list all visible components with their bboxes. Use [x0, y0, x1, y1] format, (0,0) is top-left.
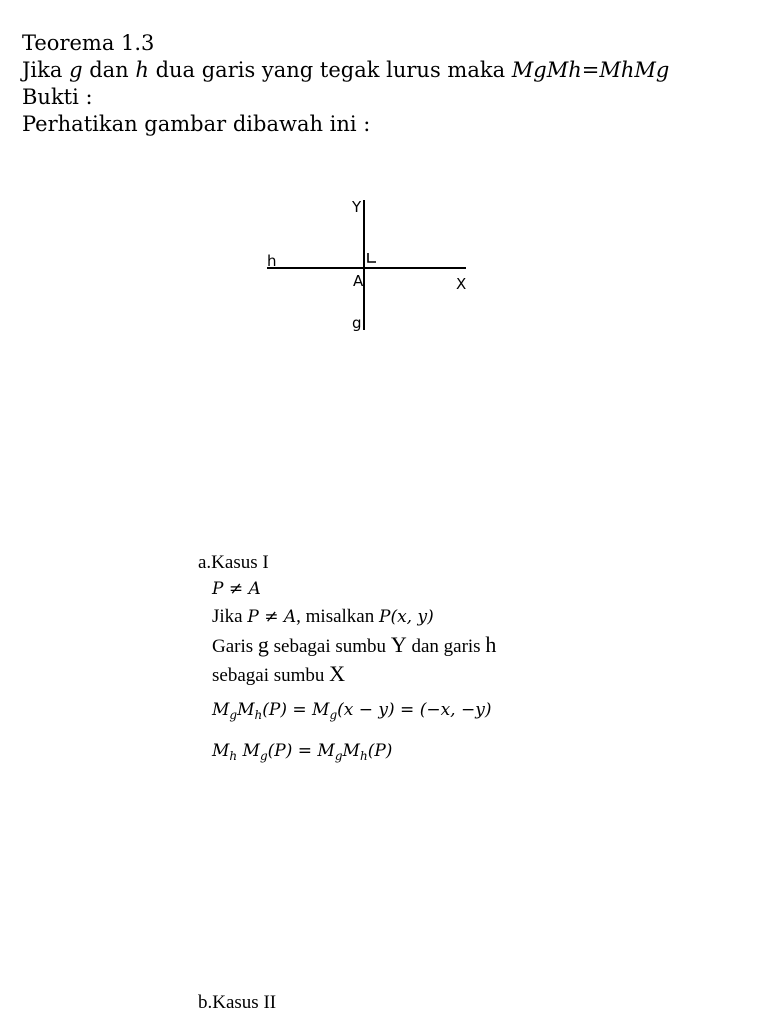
statement-mid1: dan: [82, 58, 136, 82]
eq1-part1: (P) =: [262, 700, 313, 720]
line1-math2: P(x, y): [379, 607, 434, 627]
eq1-sub3: g: [329, 708, 338, 722]
eq1-m3: M: [312, 700, 330, 720]
case-ii-section: [198, 989, 276, 1016]
eq1-m2: M: [237, 700, 255, 720]
line2-y: Y: [390, 632, 407, 657]
eq2-m4: M: [342, 741, 360, 761]
eq2-sub1: h: [229, 749, 238, 763]
line2-text-c: dan garis: [406, 636, 486, 657]
eq1-part2: (x − y) = (−x, −y): [337, 700, 492, 720]
statement-prefix: Jika: [22, 58, 70, 82]
eq2-part2: (P): [367, 741, 393, 761]
theorem-title: Teorema 1.3: [22, 31, 155, 55]
equation-1: [212, 697, 496, 724]
case-i-line1: [212, 603, 496, 631]
equation-2: [212, 738, 496, 765]
line1-prefix: Jika: [212, 606, 248, 627]
eq1-m1: M: [212, 700, 230, 720]
eq1-sub1: g: [229, 708, 238, 722]
case-ii-heading: b.Kasus II: [198, 992, 277, 1013]
theorem-statement: [22, 57, 669, 84]
diagram-label-g: g: [352, 314, 362, 332]
statement-formula: MgMh=MhMg: [511, 58, 670, 82]
var-g: g: [69, 58, 83, 82]
case-i-condition: P ≠ A: [212, 579, 261, 599]
case-i-line3: [212, 660, 496, 689]
diagram-label-a: A: [353, 272, 364, 290]
line3-text-a: sebagai sumbu: [212, 665, 330, 686]
eq1-sub2: h: [254, 708, 263, 722]
line2-g: g: [257, 632, 269, 657]
eq2-sub4: h: [359, 749, 368, 763]
diagram-label-h: h: [267, 252, 277, 270]
line1-mid: , misalkan: [296, 606, 379, 627]
diagram-label-x: X: [456, 275, 467, 293]
perpendicular-lines-diagram: [250, 190, 490, 340]
eq2-sub3: g: [334, 749, 343, 763]
theorem-header: [22, 30, 669, 138]
diagram-label-y: Y: [352, 198, 362, 216]
eq2-m1: M: [212, 741, 230, 761]
line2-text-b: sebagai sumbu: [268, 636, 391, 657]
instruction-text: Perhatikan gambar dibawah ini :: [22, 112, 371, 136]
line2-h: h: [485, 632, 497, 657]
eq2-sub2: g: [259, 749, 268, 763]
line2-text-a: Garis: [212, 636, 258, 657]
case-i-heading: a.Kasus I: [198, 552, 269, 573]
right-angle-marker: [368, 253, 376, 262]
line3-x: X: [329, 661, 346, 686]
eq2-m2: M: [237, 741, 260, 761]
eq2-m3: M: [317, 741, 335, 761]
line1-math1: P ≠ A: [247, 607, 297, 627]
proof-label: Bukti :: [22, 85, 93, 109]
statement-mid2: dua garis yang tegak lurus maka: [148, 58, 512, 82]
case-i-section: [198, 549, 496, 765]
eq2-part1: (P) =: [267, 741, 318, 761]
case-i-line2: [212, 631, 496, 660]
var-h: h: [135, 58, 149, 82]
